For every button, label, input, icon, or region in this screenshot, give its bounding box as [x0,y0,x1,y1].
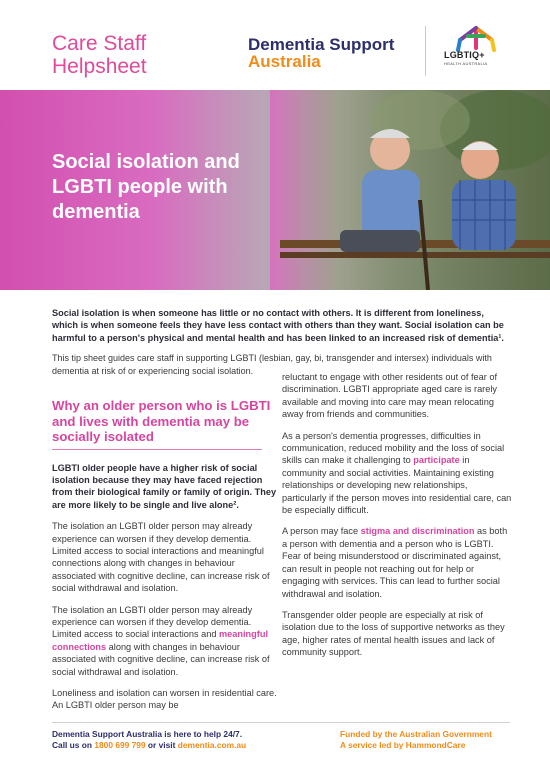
funding-line: Funded by the Australian Government [340,729,492,739]
right-paragraph-2-text-b: in community and social activities. Maintaining existing relationships or developing new relationships, particularly if the person moves into residential care, can be especially difficult. [282,455,512,516]
section-heading: Why an older person who is LGBTI and lives with dementia may be socially isolated [52,398,271,444]
footer-funding [340,729,492,751]
dsa-logo-line1: Dementia Support [248,35,395,54]
page-footer [0,722,550,778]
two-older-men-photo [270,90,550,290]
footer-call-line [52,740,246,751]
left-paragraph-3 [52,604,280,678]
footer-call-label: Call us on [52,740,95,750]
footer-contact [52,729,246,751]
page-header [0,0,550,90]
right-paragraph-2 [282,430,514,517]
left-paragraph-3-text-a: The isolation an LGBTI older person may already experience can worsen if they develop dementia. Limited access to social interactions and [52,604,253,640]
left-paragraph-3-text-b: along with changes in behaviour associated with cognitive decline, can increase risk of social withdrawal and isolation. [52,641,270,677]
left-column [52,398,280,712]
left-paragraph-1: LGBTI older people have a higher risk of social isolation because they may have faced rejection from their biological family or family of origin. They are more likely to be single and live alone². [52,462,277,510]
keyword-meaningful-connections: meaningful connections [52,629,269,652]
right-paragraph-3-text-b: as both a person with dementia and a person who is LGBTI. Fear of being misunderstood or discriminated against, can result in people not reaching out for help or engaging with services. This can lead to further social withdrawal and isolation. [282,526,508,599]
left-paragraph-2: The isolation an LGBTI older person may already experience can worsen if they develop dementia. Limited access to social interactions and meaningful connections along with changes in behaviour associated with cognitive decline, can increase risk of social withdrawal and isolation. [52,521,270,594]
keyword-participate: participate [413,455,460,466]
right-paragraph-3 [282,525,514,599]
intro-paragraph: This tip sheet guides care staff in supporting LGBTI (lesbian, gay, bi, transgender and intersex) individuals with dementia at risk of or experiencing social isolation. [52,353,492,376]
hero-banner [0,90,550,290]
footer-visit-label: or visit [145,740,178,750]
service-line: A service led by HammondCare [340,740,466,750]
phone-number-link[interactable]: 1800 699 799 [94,740,146,750]
right-paragraph-4: Transgender older people are especially at risk of isolation due to the loss of supportive networks as they age, higher rates of mental health issues and lack of community support. [282,609,505,658]
footer-help-line: Dementia Support Australia is here to help 24/7. [52,729,243,739]
logo-divider [425,26,426,76]
dementia-support-australia-logo [248,36,394,70]
helpsheet-title-line2: Helpsheet [52,55,147,78]
dsa-logo-line2: Australia [248,52,321,71]
right-paragraph-2-text-a: As a person's dementia progresses, difficulties in communication, reduced mobility and the loss of social skills can make it challenging to [282,430,505,466]
partner-logo-subtext: HEALTH AUSTRALIA [444,61,488,66]
right-paragraph-3-text-a: A person may face [282,526,361,537]
page-title: Social isolation and LGBTI people with dementia [52,151,240,223]
section-divider [52,449,262,450]
footer-divider [52,722,510,723]
website-link[interactable]: dementia.com.au [177,740,247,750]
helpsheet-title-line1: Care Staff [52,32,147,55]
left-paragraph-4: Loneliness and isolation can worsen in residential care. An LGBTI older person may be [52,688,277,711]
intro-section [52,307,512,377]
right-paragraph-1: reluctant to engage with other residents out of fear of discrimination. LGBTI appropriate aged care is rarely available and moving into care may mean relocating away from friends and communities. [282,372,498,420]
keyword-stigma-and-discrimination: stigma and discrimination [360,526,475,537]
right-column [282,371,514,659]
partner-logo-text: LGBTIQ+ [444,50,485,60]
helpsheet-title [52,32,147,78]
intro-bold-paragraph: Social isolation is when someone has little or no contact with others. It is different from loneliness, which is when someone feels they have less contact with others than they want. Social isolation can be harmful to a person's physical and mental health and has been linked to an increased risk of dementia¹. [52,308,504,343]
